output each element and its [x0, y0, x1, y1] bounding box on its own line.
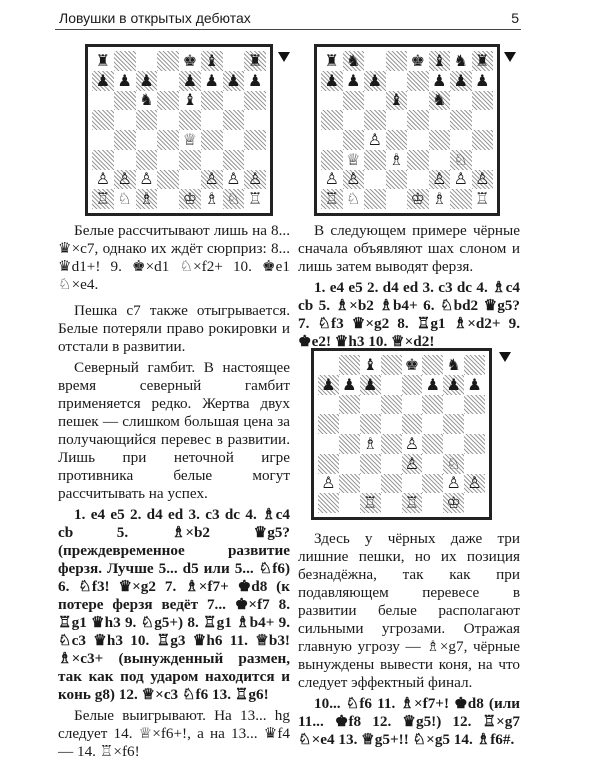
board-square	[223, 189, 245, 209]
board-square	[402, 375, 423, 395]
board-square	[321, 130, 343, 150]
board-square	[450, 189, 472, 209]
right-column-bottom	[298, 530, 520, 749]
board-square	[201, 110, 223, 130]
board-square	[136, 110, 158, 130]
board-square	[422, 454, 443, 474]
board-square	[429, 189, 451, 209]
board-square	[201, 170, 223, 190]
board-square	[429, 170, 451, 190]
board-square	[201, 51, 223, 71]
board-square	[422, 493, 443, 513]
board-square	[244, 170, 266, 190]
board-square	[114, 189, 136, 209]
board-square	[321, 170, 343, 190]
board-square	[407, 130, 429, 150]
black-knight-icon: ♞	[346, 50, 361, 70]
chess-diagram-3	[311, 348, 492, 520]
white-bishop-icon: ♗	[363, 433, 378, 453]
board-square	[402, 454, 423, 474]
board-square	[429, 110, 451, 130]
board-square	[136, 51, 158, 71]
board-square	[450, 170, 472, 190]
board-square	[223, 110, 245, 130]
board-square	[114, 110, 136, 130]
board-square	[464, 375, 485, 395]
board-square	[386, 170, 408, 190]
black-pawn-icon: ♟	[432, 70, 447, 90]
board-square	[386, 150, 408, 170]
board-square	[381, 414, 402, 434]
board-square	[179, 130, 201, 150]
board-square	[179, 91, 201, 111]
board-square	[136, 91, 158, 111]
board-square	[472, 170, 494, 190]
black-king-icon: ♚	[404, 354, 420, 374]
board-square	[201, 130, 223, 150]
board-square	[339, 355, 360, 375]
board-square	[157, 110, 179, 130]
white-pawn-icon: ♙	[404, 433, 420, 453]
board-square	[443, 454, 464, 474]
board-square	[157, 51, 179, 71]
board-square	[321, 71, 343, 91]
board-square	[343, 189, 365, 209]
paragraph: В следующем примере чёрные сначала объявляют шах слоном и лишь затем выводят ферзя.	[298, 222, 520, 275]
white-knight-icon: ♘	[346, 189, 361, 209]
board-grid	[321, 51, 493, 209]
board-square	[472, 130, 494, 150]
board-square	[318, 395, 339, 415]
black-pawn-icon: ♟	[321, 374, 336, 394]
board-square	[450, 110, 472, 130]
board-square	[407, 150, 429, 170]
move-sequence: 1. e4 e5 2. d4 ed 3. c3 dc 4. ♗c4 cb 5. ♗×b2 ♛g5? (преждевременное развитие ферзя. Лучше 5... d5 или 5... ♘f6) 6. ♘f3! ♛×g2 7. ♗×f7+ ♚d8 (к потере ферзя ведёт 7... ♚×f7 8. ♖g1 ♛h3 9. ♘g5+) 8. ♖g1 ♗b4+ 9. ♘c3 ♛h3 10. ♖g3 ♛h6 11. ♕b3! ♗×c3+ (вынужденный размен, так как под ударом находится и конь g8) 12. ♕×c3 ♘f6 13. ♖g6!	[58, 506, 290, 703]
chess-diagram-1	[85, 44, 273, 216]
board-square	[339, 493, 360, 513]
black-pawn-icon: ♟	[342, 374, 357, 394]
board-square	[114, 91, 136, 111]
board-square	[464, 493, 485, 513]
board-square	[381, 454, 402, 474]
board-square	[92, 150, 114, 170]
board-square	[450, 71, 472, 91]
board-square	[343, 170, 365, 190]
board-square	[472, 71, 494, 91]
board-square	[443, 474, 464, 494]
black-bishop-icon: ♝	[182, 90, 198, 110]
board-square	[429, 150, 451, 170]
board-square	[464, 355, 485, 375]
board-square	[472, 189, 494, 209]
board-square	[92, 71, 114, 91]
board-square	[318, 355, 339, 375]
board-square	[464, 414, 485, 434]
board-square	[92, 110, 114, 130]
board-square	[464, 395, 485, 415]
white-king-icon: ♔	[182, 189, 198, 209]
board-square	[381, 493, 402, 513]
board-square	[339, 395, 360, 415]
black-pawn-icon: ♟	[467, 374, 482, 394]
board-square	[157, 130, 179, 150]
black-pawn-icon: ♟	[226, 70, 241, 90]
board-square	[136, 71, 158, 91]
board-square	[407, 91, 429, 111]
white-pawn-icon: ♙	[432, 169, 447, 189]
white-king-icon: ♔	[410, 189, 425, 209]
board-square	[339, 375, 360, 395]
board-square	[422, 395, 443, 415]
black-rook-icon: ♜	[247, 50, 263, 70]
board-square	[223, 130, 245, 150]
paragraph: Северный гамбит. В настоящее время северный гамбит применяется редко. Жертва двух пешек — слишком большая цена за получающийся перевес в развитии. Лишь при неточной игре противника белые могут рассчитывать на успех.	[58, 359, 290, 502]
board-square	[472, 51, 494, 71]
board-square	[92, 130, 114, 150]
board-square	[179, 51, 201, 71]
left-column	[58, 222, 290, 761]
running-header	[55, 8, 521, 30]
board-square	[386, 130, 408, 150]
board-square	[364, 51, 386, 71]
board-square	[472, 110, 494, 130]
white-king-icon: ♔	[446, 493, 461, 513]
board-square	[157, 91, 179, 111]
black-pawn-icon: ♟	[346, 70, 361, 90]
white-pawn-icon: ♙	[117, 169, 132, 189]
black-pawn-icon: ♟	[117, 70, 132, 90]
right-column-top	[298, 222, 520, 351]
board-square	[407, 110, 429, 130]
black-knight-icon: ♞	[432, 90, 447, 110]
black-rook-icon: ♜	[475, 50, 490, 70]
board-square	[343, 130, 365, 150]
board-square	[364, 71, 386, 91]
board-square	[443, 395, 464, 415]
board-square	[360, 395, 381, 415]
board-square	[339, 474, 360, 494]
board-square	[179, 110, 201, 130]
black-pawn-icon: ♟	[204, 70, 219, 90]
white-rook-icon: ♖	[363, 493, 378, 513]
board-square	[201, 150, 223, 170]
paragraph: Пешка c7 также отыгрывается. Белые потеряли право рокировки и отстали в развитии.	[58, 302, 290, 355]
white-knight-icon: ♘	[446, 453, 461, 473]
board-square	[386, 189, 408, 209]
board-square	[244, 130, 266, 150]
board-square	[244, 110, 266, 130]
white-pawn-icon: ♙	[226, 169, 241, 189]
board-square	[179, 71, 201, 91]
board-square	[422, 434, 443, 454]
board-square	[343, 150, 365, 170]
black-knight-icon: ♞	[446, 354, 461, 374]
board-square	[407, 71, 429, 91]
board-square	[422, 414, 443, 434]
black-pawn-icon: ♟	[182, 70, 198, 90]
white-rook-icon: ♖	[404, 493, 420, 513]
paragraph: Белые выигрывают. На 13... hg следует 14. ♕×f6+!, а на 13... ♛f4 — 14. ♖×f6!	[58, 707, 290, 760]
white-pawn-icon: ♙	[446, 473, 461, 493]
black-king-icon: ♚	[182, 50, 198, 70]
board-square	[244, 91, 266, 111]
board-square	[450, 91, 472, 111]
board-square	[386, 51, 408, 71]
board-square	[339, 414, 360, 434]
board-square	[114, 51, 136, 71]
board-square	[318, 493, 339, 513]
board-square	[179, 150, 201, 170]
board-square	[422, 375, 443, 395]
board-square	[422, 474, 443, 494]
board-square	[364, 110, 386, 130]
board-square	[402, 474, 423, 494]
white-bishop-icon: ♗	[432, 189, 447, 209]
board-square	[157, 170, 179, 190]
board-square	[321, 110, 343, 130]
black-king-icon: ♚	[410, 50, 425, 70]
board-square	[360, 414, 381, 434]
board-square	[223, 170, 245, 190]
board-square	[464, 454, 485, 474]
board-square	[443, 493, 464, 513]
board-square	[402, 395, 423, 415]
board-square	[318, 454, 339, 474]
white-pawn-icon: ♙	[346, 169, 361, 189]
board-square	[364, 91, 386, 111]
board-square	[136, 130, 158, 150]
board-square	[402, 434, 423, 454]
white-pawn-icon: ♙	[367, 129, 382, 149]
board-square	[244, 51, 266, 71]
board-square	[223, 71, 245, 91]
header-title: Ловушки в открытых дебютах	[59, 10, 251, 26]
board-square	[422, 355, 443, 375]
black-rook-icon: ♜	[324, 50, 339, 70]
board-square	[179, 170, 201, 190]
board-square	[92, 51, 114, 71]
board-square	[464, 474, 485, 494]
black-pawn-icon: ♟	[425, 374, 440, 394]
white-queen-icon: ♕	[182, 129, 198, 149]
black-pawn-icon: ♟	[363, 374, 378, 394]
paragraph: Здесь у чёрных даже три лишние пешки, но их позиция безнадёжна, так как при подавляющем перевесе в развитии белые располагают сильными угрозами. Отражая главную угрозу — ♗×g7, чёрные вынуждены вывести коня, на что следует эффектный финал.	[298, 530, 520, 691]
board-square	[244, 150, 266, 170]
black-to-move-icon	[278, 52, 290, 62]
board-square	[407, 189, 429, 209]
board-square	[244, 189, 266, 209]
white-bishop-icon: ♗	[389, 149, 404, 169]
board-square	[157, 189, 179, 209]
black-pawn-icon: ♟	[453, 70, 468, 90]
black-knight-icon: ♞	[139, 90, 154, 110]
board-square	[429, 51, 451, 71]
black-to-move-icon	[499, 352, 511, 362]
board-square	[464, 434, 485, 454]
white-pawn-icon: ♙	[404, 453, 420, 473]
white-rook-icon: ♖	[247, 189, 263, 209]
board-square	[318, 474, 339, 494]
black-bishop-icon: ♝	[389, 90, 404, 110]
black-to-move-icon	[504, 52, 516, 62]
board-square	[381, 395, 402, 415]
board-square	[223, 51, 245, 71]
board-square	[157, 150, 179, 170]
board-grid	[92, 51, 266, 209]
white-rook-icon: ♖	[475, 189, 490, 209]
board-square	[407, 51, 429, 71]
white-pawn-icon: ♙	[321, 473, 336, 493]
chess-diagram-2	[314, 44, 500, 216]
board-square	[364, 189, 386, 209]
board-square	[223, 150, 245, 170]
board-square	[472, 91, 494, 111]
board-square	[402, 493, 423, 513]
board-square	[443, 414, 464, 434]
black-pawn-icon: ♟	[95, 70, 111, 90]
board-square	[244, 71, 266, 91]
board-grid	[318, 355, 485, 513]
board-square	[179, 189, 201, 209]
board-square	[321, 91, 343, 111]
board-square	[381, 355, 402, 375]
black-pawn-icon: ♟	[367, 70, 382, 90]
white-pawn-icon: ♙	[475, 169, 490, 189]
board-square	[407, 170, 429, 190]
board-square	[450, 150, 472, 170]
white-queen-icon: ♕	[346, 149, 361, 169]
black-pawn-icon: ♟	[324, 70, 339, 90]
white-bishop-icon: ♗	[139, 189, 154, 209]
board-square	[114, 130, 136, 150]
board-square	[364, 150, 386, 170]
board-square	[318, 414, 339, 434]
white-knight-icon: ♘	[226, 189, 241, 209]
board-square	[386, 71, 408, 91]
board-square	[450, 51, 472, 71]
black-knight-icon: ♞	[453, 50, 468, 70]
board-square	[360, 355, 381, 375]
black-pawn-icon: ♟	[475, 70, 490, 90]
board-square	[386, 91, 408, 111]
board-square	[429, 130, 451, 150]
board-square	[343, 110, 365, 130]
board-square	[381, 434, 402, 454]
board-square	[386, 110, 408, 130]
board-square	[223, 91, 245, 111]
white-rook-icon: ♖	[95, 189, 111, 209]
black-bishop-icon: ♝	[204, 50, 219, 70]
board-square	[402, 414, 423, 434]
board-square	[364, 170, 386, 190]
board-square	[360, 434, 381, 454]
board-square	[339, 454, 360, 474]
white-pawn-icon: ♙	[324, 169, 339, 189]
board-square	[402, 355, 423, 375]
board-square	[450, 130, 472, 150]
move-sequence: 1. e4 e5 2. d4 ed 3. c3 dc 4. ♗c4 cb 5. ♗×b2 ♗b4+ 6. ♘bd2 ♛g5? 7. ♘f3 ♛×g2 8. ♖g1 ♗×d2+ 9. ♚e2! ♛h3 10. ♕×d2!	[298, 279, 520, 350]
white-pawn-icon: ♙	[467, 473, 482, 493]
board-square	[114, 170, 136, 190]
board-square	[201, 189, 223, 209]
board-square	[136, 170, 158, 190]
board-square	[136, 189, 158, 209]
board-square	[92, 91, 114, 111]
board-square	[443, 434, 464, 454]
black-bishop-icon: ♝	[432, 50, 447, 70]
board-square	[92, 189, 114, 209]
board-square	[360, 375, 381, 395]
paragraph: Белые рассчитывают лишь на 8... ♛×c7, однако их ждёт сюрприз: 8... ♛d1+! 9. ♚×d1 ♘×f2+ 10. ♚e1 ♘×e4.	[58, 222, 290, 293]
board-square	[343, 51, 365, 71]
board-square	[339, 434, 360, 454]
board-square	[321, 51, 343, 71]
board-square	[92, 170, 114, 190]
board-square	[201, 71, 223, 91]
board-square	[364, 130, 386, 150]
page-number: 5	[511, 10, 519, 26]
board-square	[318, 434, 339, 454]
board-square	[443, 375, 464, 395]
board-square	[318, 375, 339, 395]
board-square	[321, 150, 343, 170]
white-pawn-icon: ♙	[247, 169, 263, 189]
move-sequence: 10... ♘f6 11. ♗×f7+! ♚d8 (или 11... ♚f8 12. ♛g5!) 12. ♖×g7 ♘×e4 13. ♕g5+!! ♘×g5 14. ♗f6#.	[298, 695, 520, 748]
white-pawn-icon: ♙	[95, 169, 111, 189]
black-bishop-icon: ♝	[363, 354, 378, 374]
board-square	[360, 474, 381, 494]
board-square	[429, 91, 451, 111]
board-square	[381, 375, 402, 395]
board-square	[381, 474, 402, 494]
black-pawn-icon: ♟	[446, 374, 461, 394]
board-square	[472, 150, 494, 170]
white-pawn-icon: ♙	[453, 169, 468, 189]
white-knight-icon: ♘	[453, 149, 468, 169]
board-square	[321, 189, 343, 209]
board-square	[360, 454, 381, 474]
black-pawn-icon: ♟	[139, 70, 154, 90]
board-square	[157, 71, 179, 91]
white-pawn-icon: ♙	[204, 169, 219, 189]
board-square	[443, 355, 464, 375]
board-square	[343, 91, 365, 111]
white-bishop-icon: ♗	[204, 189, 219, 209]
board-square	[114, 71, 136, 91]
black-pawn-icon: ♟	[247, 70, 263, 90]
white-rook-icon: ♖	[324, 189, 339, 209]
board-square	[114, 150, 136, 170]
board-square	[136, 150, 158, 170]
black-rook-icon: ♜	[95, 50, 111, 70]
board-square	[360, 493, 381, 513]
board-square	[201, 91, 223, 111]
board-square	[429, 71, 451, 91]
board-square	[343, 71, 365, 91]
white-pawn-icon: ♙	[139, 169, 154, 189]
white-knight-icon: ♘	[117, 189, 132, 209]
